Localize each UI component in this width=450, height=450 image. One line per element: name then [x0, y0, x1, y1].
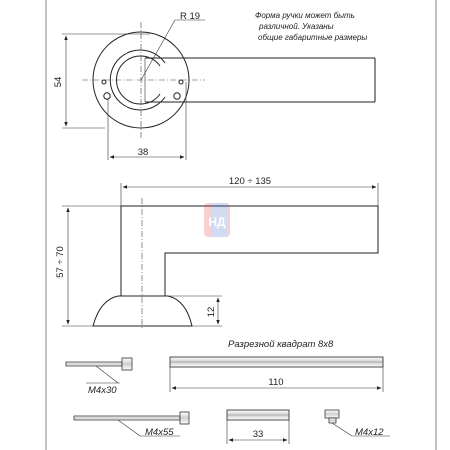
fixing-hole-left: [102, 80, 106, 84]
screw-small-label: M4x12: [355, 427, 384, 438]
radius-label: R 19: [180, 11, 201, 22]
screw-short-leader: [96, 366, 118, 383]
handle-profile: [121, 206, 378, 296]
screw-small: [325, 410, 339, 423]
svg-text:НД: НД: [208, 215, 226, 229]
dim-12-label: 12: [206, 306, 217, 318]
spindle-title: Разрезной квадрат 8x8: [228, 339, 334, 350]
dim-length-label: 120 ÷ 135: [228, 176, 272, 187]
fixing-hole-right: [179, 80, 183, 84]
rosette-profile: [93, 296, 192, 326]
note-line-3: общие габаритные размеры: [258, 33, 368, 42]
screw-short-label: M4x30: [88, 385, 117, 396]
side-view: [55, 176, 378, 330]
dim-38-label: 38: [137, 147, 149, 158]
note-line-1: Форма ручки может быть: [255, 11, 355, 20]
screw-long-leader: [118, 420, 140, 436]
watermark-logo: [204, 203, 230, 237]
screw-hole-left: [104, 93, 110, 99]
spindle-square: [170, 357, 383, 367]
dim-33-label: 33: [252, 429, 264, 440]
radius-leader: [141, 20, 175, 80]
screw-hole-right: [174, 93, 180, 99]
note-line-2: различной. Указаны: [259, 22, 334, 31]
screw-long-label: M4x55: [145, 427, 174, 438]
threaded-sleeve: [227, 410, 289, 420]
dim-54-label: 54: [53, 76, 64, 88]
screw-long: [74, 412, 189, 424]
dim-height-label: 57 ÷ 70: [55, 246, 66, 278]
dim-110-label: 110: [268, 377, 284, 388]
screw-small-leader: [332, 423, 352, 436]
